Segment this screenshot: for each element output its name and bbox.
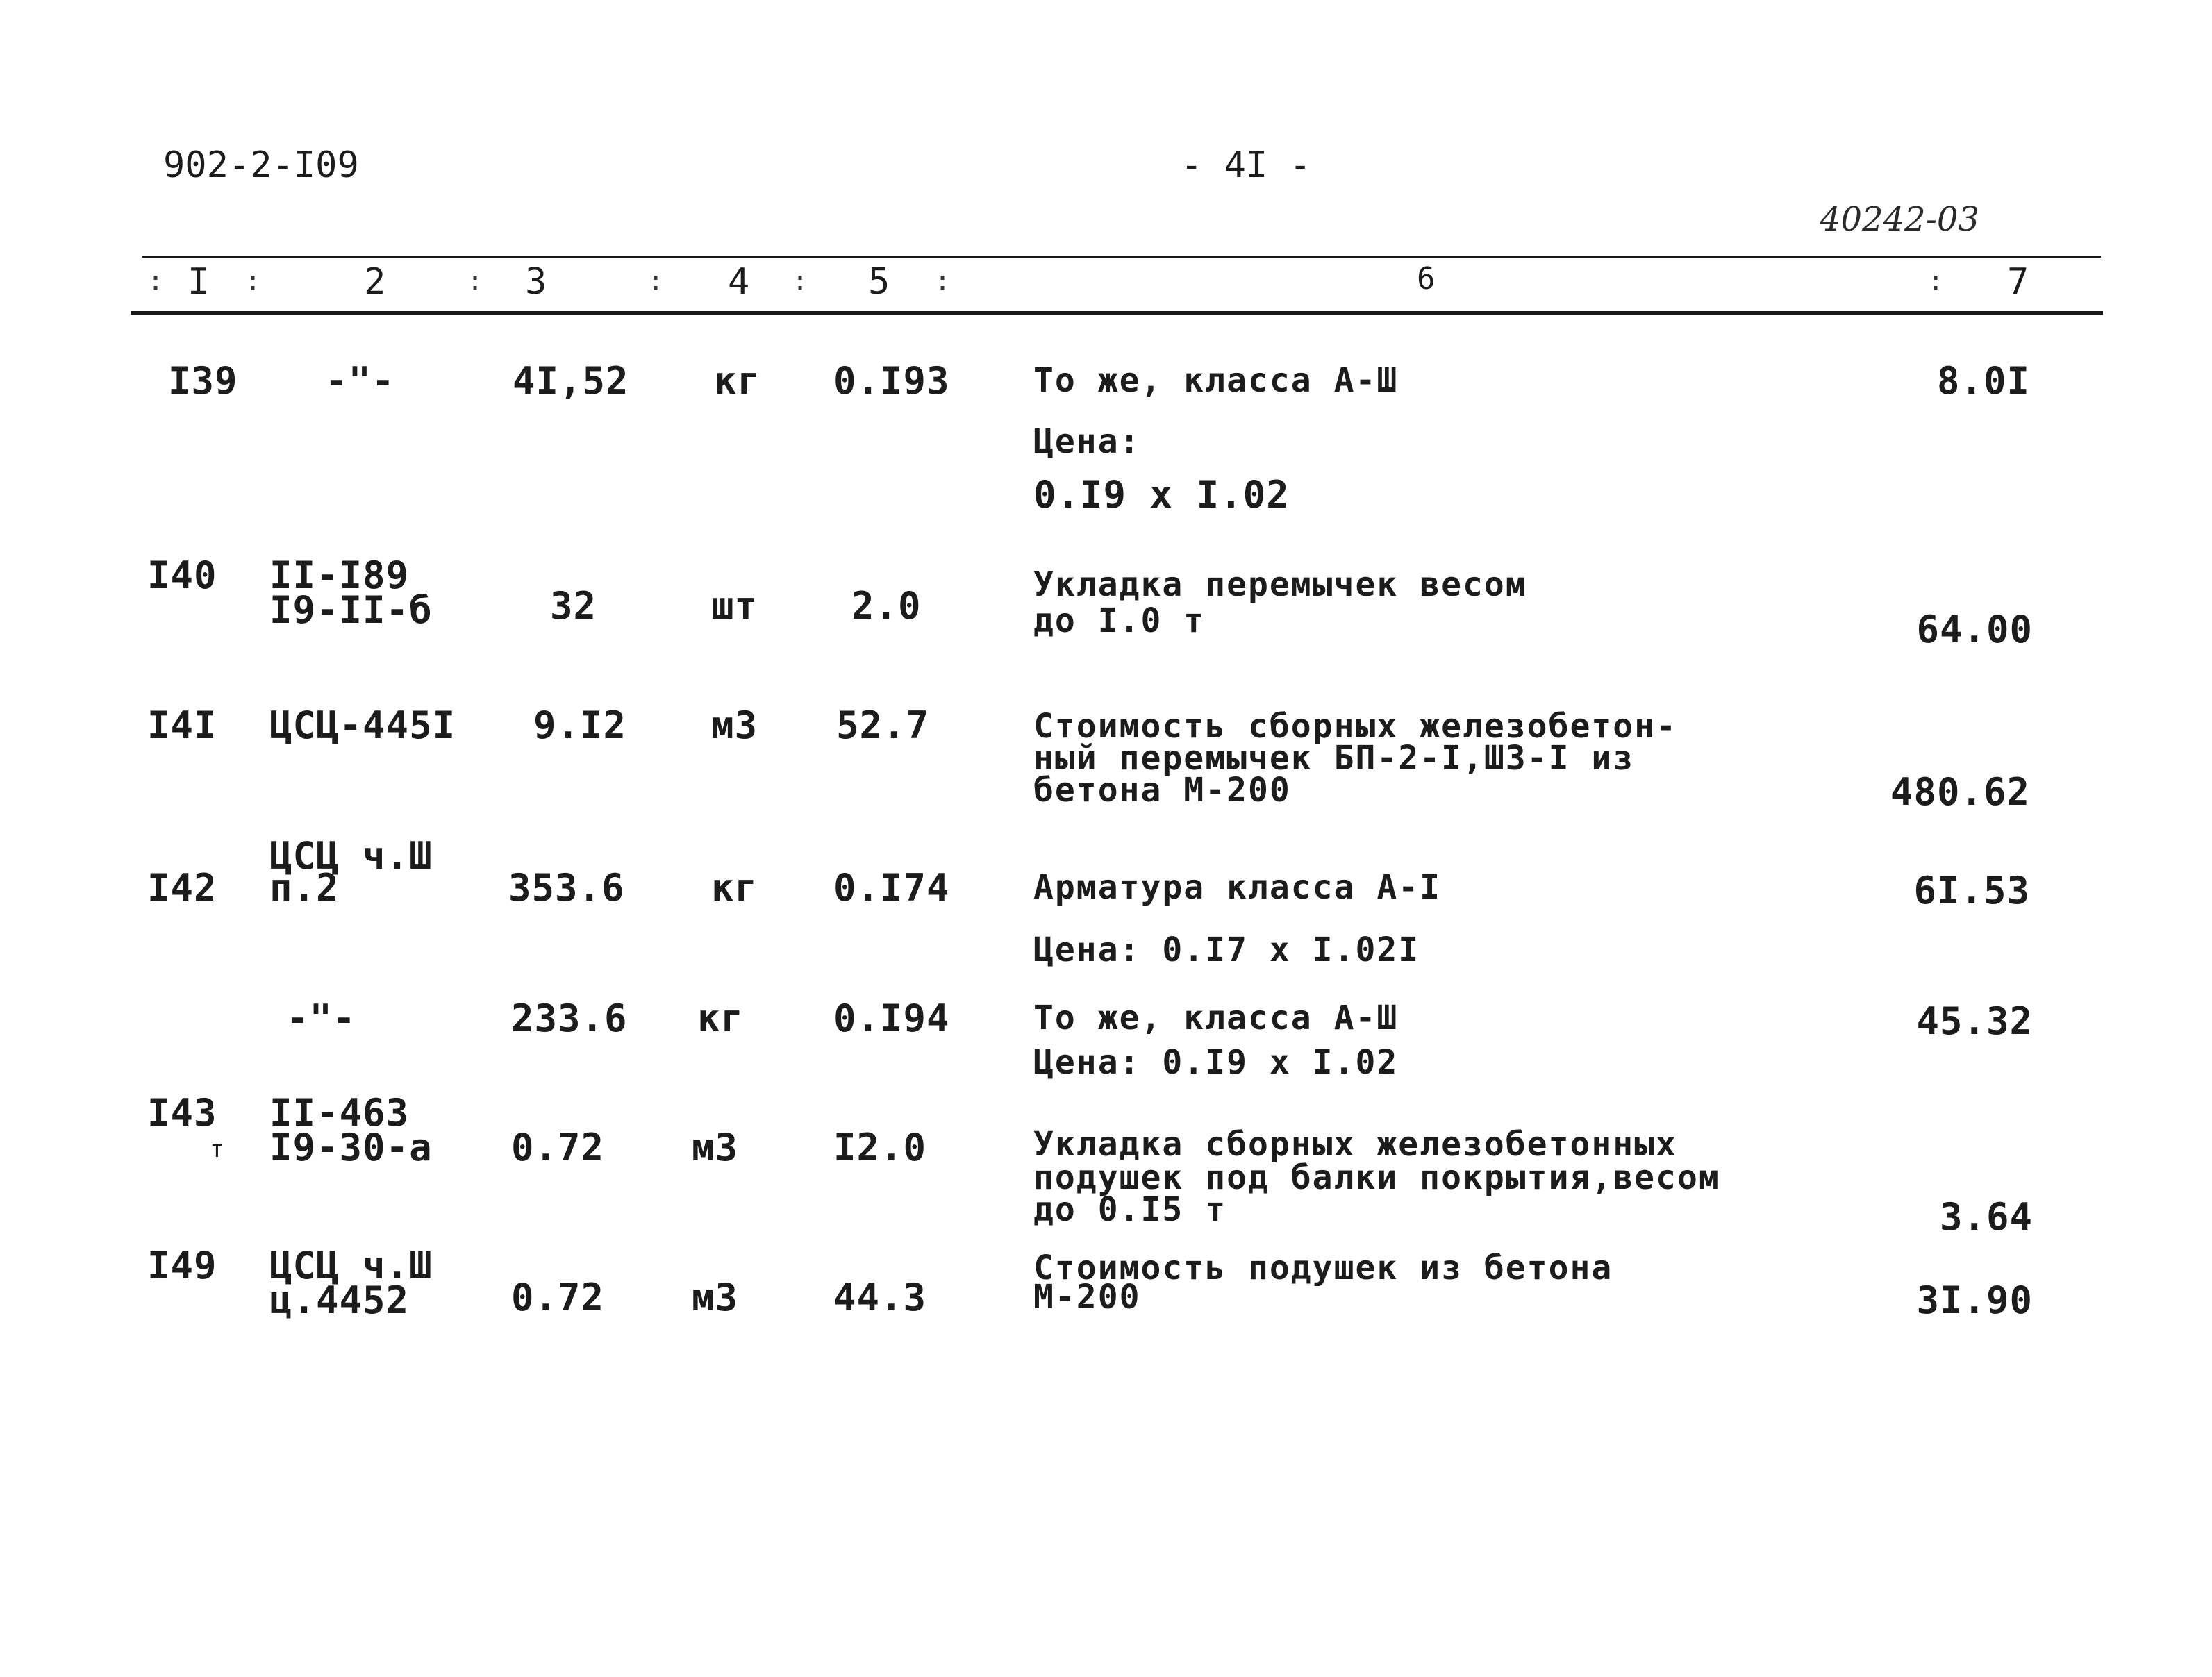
column-separator: : (244, 265, 262, 297)
row-price: 0.I93 (833, 359, 950, 403)
row-number: I39 (168, 359, 238, 403)
row-description-line: подушек под балки покрытия,весом (1033, 1158, 1720, 1197)
row-unit: кг (697, 996, 745, 1040)
row-code-line: ЦСЦ ч.Ш (269, 1244, 433, 1287)
column-header-7: 7 (2007, 261, 2029, 303)
row-code: -"- (325, 359, 395, 403)
column-separator: : (792, 265, 809, 297)
row-code-line: ЦСЦ ч.Ш (269, 834, 433, 878)
row-description-line: То же, класса А-Ш (1033, 999, 1399, 1037)
row-note-line: 0.I9 x I.02 (1033, 473, 1290, 517)
header-bottom-rule (131, 311, 2103, 315)
row-price: 0.I94 (833, 996, 950, 1040)
row-unit: шт (711, 584, 758, 628)
row-description-line: до I.0 т (1033, 601, 1206, 640)
row-unit: м3 (692, 1276, 739, 1319)
row-unit: кг (711, 866, 758, 910)
row-code-line: ц.4452 (269, 1278, 410, 1322)
row-total: 45.32 (1916, 999, 2033, 1043)
row-description-line: Укладка сборных железобетонных (1033, 1125, 1677, 1164)
row-unit: м3 (692, 1126, 739, 1169)
row-unit: кг (714, 359, 761, 403)
handwritten-stamp: 40242-03 (1820, 200, 1979, 239)
row-quantity: 32 (550, 584, 597, 628)
row-description-line: ный перемычек БП-2-I,ШЗ-I из (1033, 739, 1635, 778)
row-description-line: Стоимость сборных железобетон- (1033, 707, 1677, 746)
row-number: I4I (147, 703, 217, 747)
row-description-line: То же, класса А-Ш (1033, 361, 1399, 400)
row-description-line: Стоимость подушек из бетона (1033, 1249, 1613, 1287)
row-note-line: Цена: (1033, 422, 1141, 461)
row-quantity: 0.72 (511, 1276, 605, 1319)
row-unit: м3 (711, 703, 758, 747)
column-separator: : (934, 265, 951, 297)
row-note-line: Цена: 0.I7 x I.02I (1033, 931, 1420, 969)
row-number-suffix: т (210, 1135, 224, 1163)
row-total: 480.62 (1890, 770, 2030, 814)
row-code-line: II-463 (269, 1091, 410, 1135)
page-number: - 4I - (1181, 144, 1311, 186)
row-number: I40 (147, 553, 217, 597)
row-total: 6I.53 (1913, 869, 2030, 912)
column-header-3: 3 (525, 261, 547, 303)
column-header-5: 5 (868, 261, 890, 303)
row-quantity: 4I,52 (513, 359, 629, 403)
row-description-line: Арматура класса А-I (1033, 868, 1442, 907)
row-number: I43 (147, 1091, 217, 1135)
document-number: 902-2-I09 (163, 144, 359, 186)
column-separator: : (147, 265, 165, 297)
row-code-line: I9-II-б (269, 588, 433, 632)
column-header-2: 2 (364, 261, 386, 303)
row-code-line: I9-30-а (269, 1126, 433, 1169)
column-header-6: 6 (1417, 261, 1436, 297)
row-quantity: 353.6 (508, 866, 625, 910)
row-code: ЦСЦ-445I (269, 703, 456, 747)
row-number: I42 (147, 866, 217, 910)
row-price: 52.7 (836, 703, 930, 747)
column-separator: : (647, 265, 665, 297)
column-separator: : (467, 265, 484, 297)
column-header-1: I (188, 261, 210, 303)
row-description-line: бетона М-200 (1033, 771, 1291, 810)
row-quantity: 233.6 (511, 996, 628, 1040)
row-total: 3.64 (1939, 1195, 2033, 1239)
column-separator: : (1927, 265, 1945, 297)
row-price: I2.0 (833, 1126, 927, 1169)
row-note-line: Цена: 0.I9 x I.02 (1033, 1043, 1399, 1082)
row-description-line: М-200 (1033, 1278, 1141, 1317)
header-top-rule (142, 256, 2101, 258)
row-price: 2.0 (851, 584, 922, 628)
row-total: 8.0I (1936, 359, 2030, 403)
row-total: 3I.90 (1916, 1278, 2033, 1322)
row-price: 44.3 (833, 1276, 927, 1319)
row-description-line: до 0.I5 т (1033, 1190, 1227, 1229)
row-number: I49 (147, 1244, 217, 1287)
row-quantity: 0.72 (511, 1126, 605, 1169)
row-code-line: п.2 (269, 866, 340, 910)
row-code-line: II-I89 (269, 553, 410, 597)
row-total: 64.00 (1916, 608, 2033, 651)
row-price: 0.I74 (833, 866, 950, 910)
row-description-line: Укладка перемычек весом (1033, 565, 1527, 604)
row-quantity: 9.I2 (533, 703, 627, 747)
row-code: -"- (286, 996, 356, 1040)
column-header-4: 4 (728, 261, 750, 303)
